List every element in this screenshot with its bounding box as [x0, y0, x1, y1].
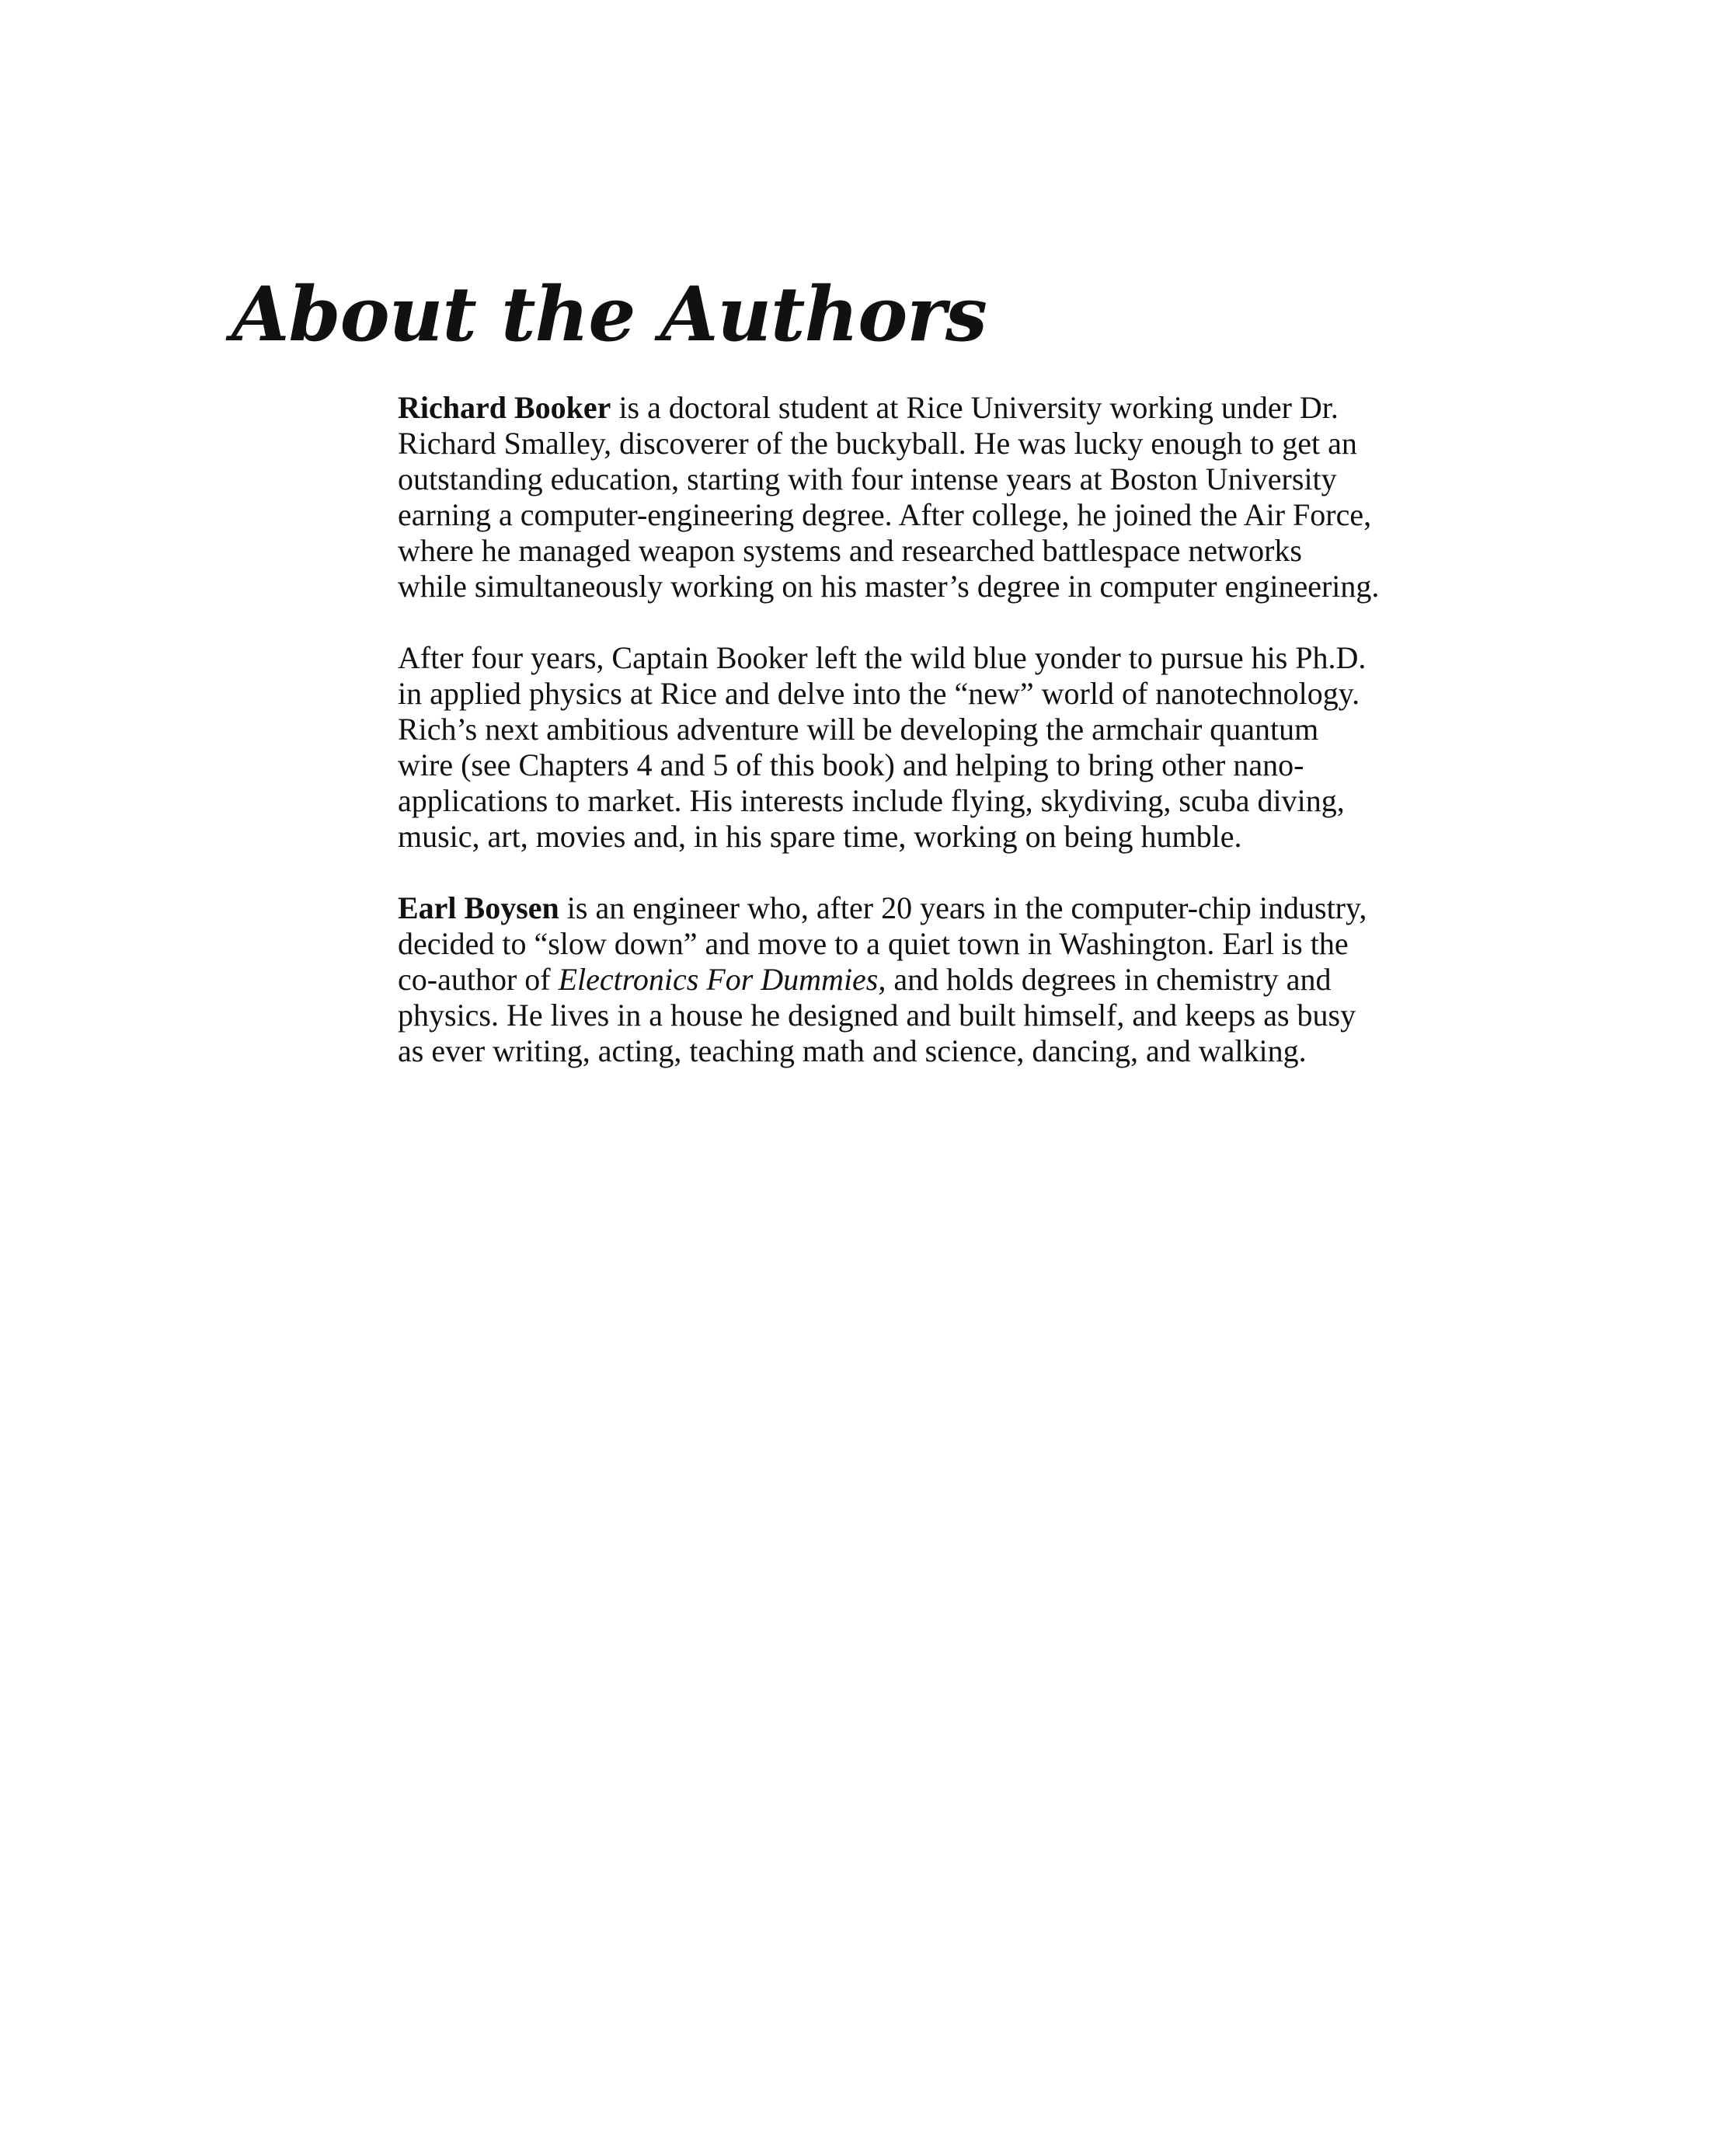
text-line: outstanding education, starting with four intense years at Boston University [398, 462, 1337, 496]
text-line [398, 390, 1493, 426]
text-line: applications to market. His interests include flying, skydiving, scuba diving, [398, 783, 1345, 818]
text-line: while simultaneously working on his master’s degree in computer engineering. [398, 569, 1380, 604]
text-line: physics. He lives in a house he designed and built himself, and keeps as busy [398, 998, 1356, 1033]
author-bios [398, 390, 1493, 1105]
page-title: About the Authors [232, 270, 987, 358]
bio-paragraph-booker [398, 390, 1493, 604]
text-line: music, art, movies and, in his spare time, working on being humble. [398, 819, 1242, 854]
bio-paragraph-booker-continued [398, 640, 1493, 855]
text-line [398, 890, 1493, 926]
text-span: co-author of [398, 962, 559, 997]
text-line: in applied physics at Rice and delve into the “new” world of nanotechnology. [398, 676, 1360, 711]
text-span: is an engineer who, after 20 years in the computer-chip industry, [559, 890, 1367, 925]
text-span: is a doctoral student at Rice University working under Dr. [611, 390, 1339, 425]
text-span: and holds degrees in chemistry and [886, 962, 1332, 997]
text-line: where he managed weapon systems and researched battlespace networks [398, 533, 1302, 568]
book-title: Electronics For Dummies, [558, 962, 886, 997]
text-line: Richard Smalley, discoverer of the buckyball. He was lucky enough to get an [398, 426, 1357, 461]
text-line [398, 962, 1493, 998]
author-name-boysen: Earl Boysen [398, 890, 559, 925]
text-line: as ever writing, acting, teaching math and science, dancing, and walking. [398, 1033, 1307, 1068]
text-line: decided to “slow down” and move to a quiet town in Washington. Earl is the [398, 926, 1349, 961]
bio-paragraph-boysen [398, 890, 1493, 1069]
author-name-booker: Richard Booker [398, 390, 611, 425]
text-line: After four years, Captain Booker left the wild blue yonder to pursue his Ph.D. [398, 640, 1367, 675]
text-line: earning a computer-engineering degree. After college, he joined the Air Force, [398, 497, 1372, 532]
text-line: wire (see Chapters 4 and 5 of this book) and helping to bring other nano- [398, 747, 1304, 782]
text-line: Rich’s next ambitious adventure will be developing the armchair quantum [398, 712, 1319, 747]
